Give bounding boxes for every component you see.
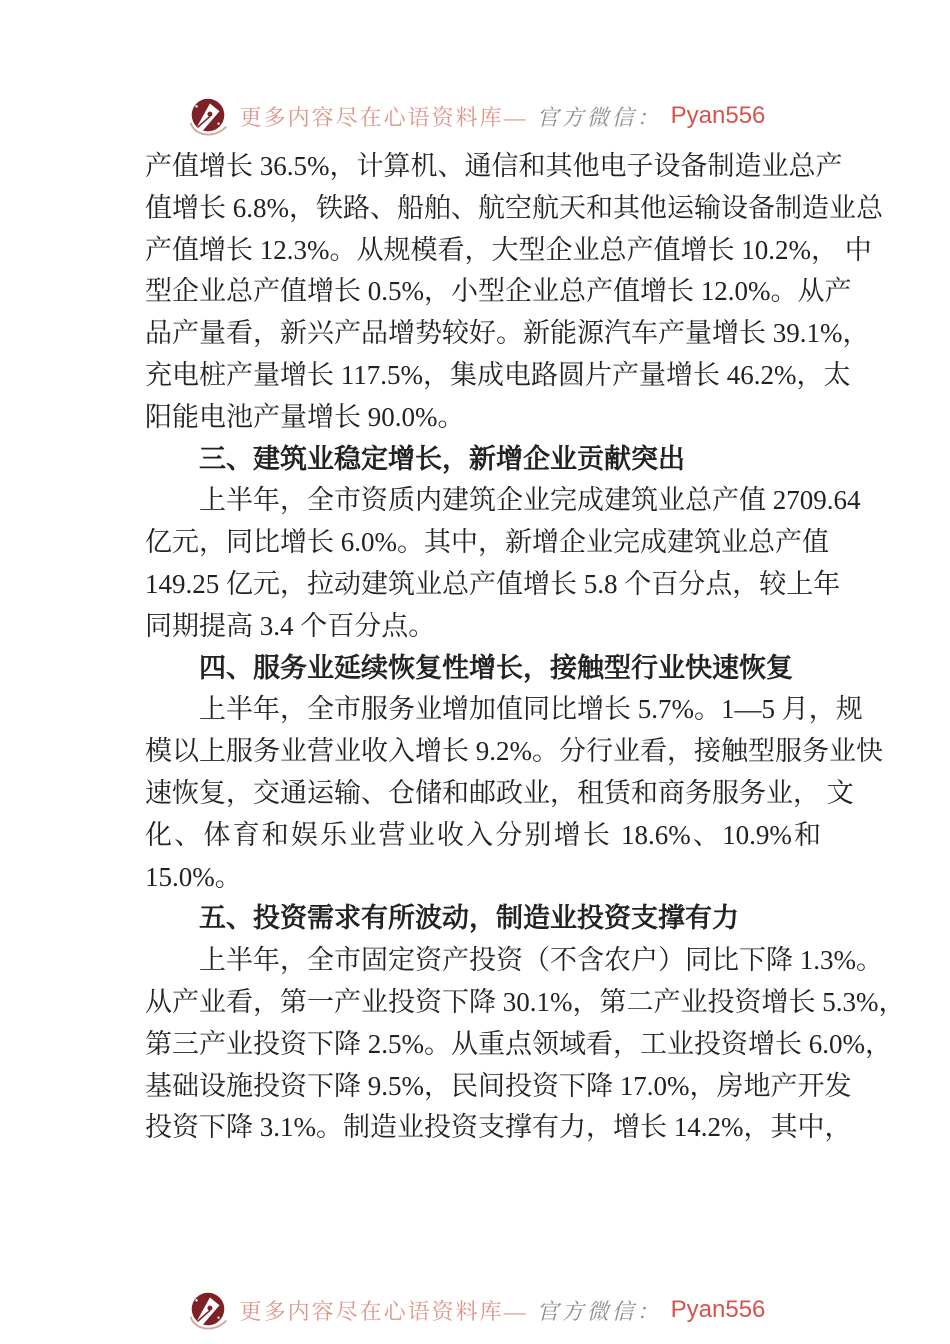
text-line: 同期提高 3.4 个百分点。 bbox=[145, 610, 436, 641]
text-line: 模以上服务业营业收入增长 9.2%。分行业看，接触型服务业快 bbox=[145, 736, 883, 767]
paragraph bbox=[145, 940, 906, 1149]
text-line: 从产业看，第一产业投资下降 30.1%，第二产业投资增长 5.3%， bbox=[145, 986, 906, 1017]
text-line: 充电桩产量增长 117.5%，集成电路圆片产量增长 46.2%，太 bbox=[145, 359, 851, 390]
text-line: 上半年，全市服务业增加值同比增长 5.7%。1—5 月，规 bbox=[199, 694, 863, 725]
document-body bbox=[145, 146, 906, 1149]
header-watermark bbox=[0, 90, 950, 142]
text-line: 阳能电池产量增长 90.0%。 bbox=[145, 401, 465, 432]
paragraph bbox=[145, 146, 883, 439]
text-line: 基础设施投资下降 9.5%，民间投资下降 17.0%，房地产开发 bbox=[145, 1070, 852, 1101]
paragraph bbox=[145, 480, 861, 647]
text-line: 149.25 亿元，拉动建筑业总产值增长 5.8 个百分点，较上年 bbox=[145, 568, 841, 599]
paragraph bbox=[145, 689, 883, 898]
text-line: 亿元，同比增长 6.0%。其中，新增企业完成建筑业总产值 bbox=[145, 527, 829, 558]
text-line: 上半年，全市固定资产投资（不含农户）同比下降 1.3%。 bbox=[199, 945, 883, 976]
watermark-brand-text: 更多内容尽在心语资料库— bbox=[239, 1298, 528, 1324]
text-line: 产值增长 36.5%，计算机、通信和其他电子设备制造业总产 bbox=[145, 151, 843, 181]
text-line: 型企业总产值增长 0.5%，小型企业总产值增长 12.0%。从产 bbox=[145, 276, 852, 307]
pen-nib-logo-icon bbox=[185, 1285, 231, 1335]
section-heading: 四、服务业延续恢复性增长，接触型行业快速恢复 bbox=[199, 652, 793, 683]
section-heading: 五、投资需求有所波动，制造业投资支撑有力 bbox=[199, 903, 739, 934]
text-line: 投资下降 3.1%。制造业投资支撑有力，增长 14.2%，其中， bbox=[145, 1112, 852, 1143]
section-heading: 三、建筑业稳定增长，新增企业贡献突出 bbox=[199, 443, 685, 474]
watermark-account-text: Pyan556 bbox=[670, 1296, 766, 1323]
text-line: 第三产业投资下降 2.5%。从重点领域看，工业投资增长 6.0%， bbox=[145, 1028, 892, 1059]
watermark-account-text: Pyan556 bbox=[670, 102, 766, 129]
text-line: 上半年，全市资质内建筑企业完成建筑业总产值 2709.64 bbox=[199, 485, 861, 516]
footer-watermark bbox=[0, 1284, 950, 1336]
watermark-label-text: 官方微信： bbox=[536, 1298, 662, 1324]
text-line: 值增长 6.8%，铁路、船舶、航空航天和其他运输设备制造业总 bbox=[145, 192, 883, 223]
watermark-label-text: 官方微信： bbox=[536, 104, 662, 130]
watermark-brand-text: 更多内容尽在心语资料库— bbox=[239, 104, 528, 130]
text-line: 化、体育和娱乐业营业收入分别增长 18.6%、10.9%和 bbox=[145, 819, 821, 850]
text-line: 品产量看，新兴产品增势较好。新能源汽车产量增长 39.1%， bbox=[145, 318, 870, 349]
text-line: 15.0%。 bbox=[145, 861, 242, 892]
text-line: 产值增长 12.3%。从规模看，大型企业总产值增长 10.2%， 中 bbox=[145, 234, 872, 265]
text-line: 速恢复，交通运输、仓储和邮政业，租赁和商务服务业， 文 bbox=[145, 777, 854, 808]
pen-nib-logo-icon bbox=[185, 91, 231, 141]
